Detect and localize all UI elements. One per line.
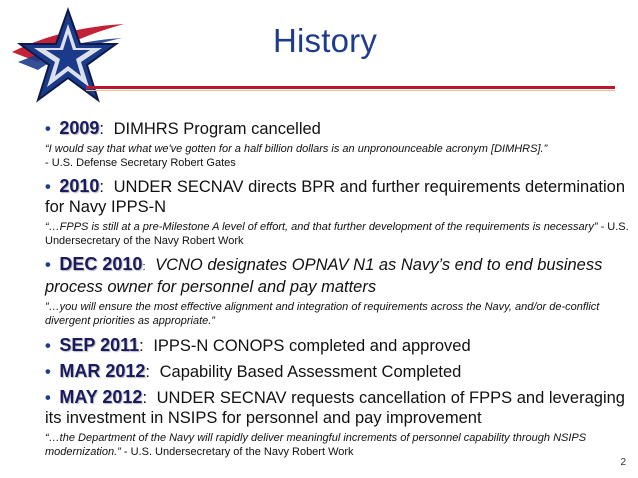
history-text: VCNO designates OPNAV N1 as Navy’s end to end business process owner for personnel and pay matters bbox=[45, 256, 603, 296]
history-bullet bbox=[45, 335, 630, 356]
history-item-2010 bbox=[45, 176, 630, 248]
bullet-icon: • bbox=[45, 120, 51, 138]
bullet-icon: • bbox=[45, 178, 51, 196]
history-bullet bbox=[45, 361, 630, 382]
quote-attribution: - U.S. Undersecretary of the Navy Robert Work bbox=[45, 221, 629, 247]
quote-text: “I would say that what we've gotten for a half billion dollars is an unpronounceable acronym [DIMHRS].” bbox=[45, 143, 548, 155]
separator: : bbox=[142, 389, 148, 407]
history-text: Capability Based Assessment Completed bbox=[159, 363, 462, 381]
separator: : bbox=[145, 363, 151, 381]
history-text: UNDER SECNAV directs BPR and further requirements determination for Navy IPPS-N bbox=[45, 178, 626, 216]
history-text: UNDER SECNAV requests cancellation of FPPS and leveraging its investment in NSIPS for personnel and pay improvement bbox=[45, 389, 625, 427]
history-quote bbox=[45, 220, 630, 248]
history-quote bbox=[45, 142, 630, 170]
bullet-icon: • bbox=[45, 256, 51, 274]
separator: : bbox=[99, 178, 105, 196]
history-text: IPPS-N CONOPS completed and approved bbox=[153, 337, 471, 355]
title-divider bbox=[86, 86, 615, 89]
history-list bbox=[45, 118, 630, 459]
history-year: DEC 2010 bbox=[59, 254, 143, 274]
history-quote bbox=[45, 431, 630, 459]
history-year: SEP 2011 bbox=[59, 335, 140, 355]
separator: : bbox=[99, 120, 105, 138]
bullet-icon: • bbox=[45, 363, 51, 381]
history-year: MAR 2012 bbox=[59, 361, 146, 381]
history-item-may-2012 bbox=[45, 387, 630, 459]
history-year: 2010 bbox=[59, 176, 100, 196]
history-year: 2009 bbox=[59, 118, 100, 138]
history-bullet bbox=[45, 176, 630, 217]
history-year: MAY 2012 bbox=[59, 387, 143, 407]
history-item-sep-2011 bbox=[45, 335, 630, 356]
history-quote bbox=[45, 300, 630, 328]
history-bullet bbox=[45, 387, 630, 428]
separator: : bbox=[142, 261, 146, 273]
history-item-2009 bbox=[45, 118, 630, 170]
quote-attribution: - U.S. Defense Secretary Robert Gates bbox=[45, 157, 236, 169]
history-text: DIMHRS Program cancelled bbox=[113, 120, 321, 138]
history-item-dec-2010 bbox=[45, 254, 630, 328]
quote-text: “…FPPS is still at a pre-Milestone A level of effort, and that further development of the requirements is necessary” bbox=[45, 221, 598, 233]
separator: : bbox=[139, 337, 144, 355]
quote-text: “…the Department of the Navy will rapidly deliver meaningful increments of personnel capability through NSIPS modernization.” bbox=[45, 432, 587, 458]
bullet-icon: • bbox=[45, 389, 51, 407]
history-bullet bbox=[45, 118, 630, 139]
page-number: 2 bbox=[620, 457, 626, 468]
quote-text: ”…you will ensure the most effective alignment and integration of requirements across the Navy, and/or de-conflict divergent priorities as appropriate.” bbox=[45, 301, 600, 327]
page-title: History bbox=[272, 22, 378, 59]
history-bullet bbox=[45, 254, 630, 297]
quote-attribution: - U.S. Undersecretary of the Navy Robert Work bbox=[123, 446, 354, 458]
bullet-icon: • bbox=[45, 337, 51, 355]
history-item-mar-2012 bbox=[45, 361, 630, 382]
title-divider-accent bbox=[86, 90, 615, 91]
star-logo-icon bbox=[8, 4, 126, 112]
